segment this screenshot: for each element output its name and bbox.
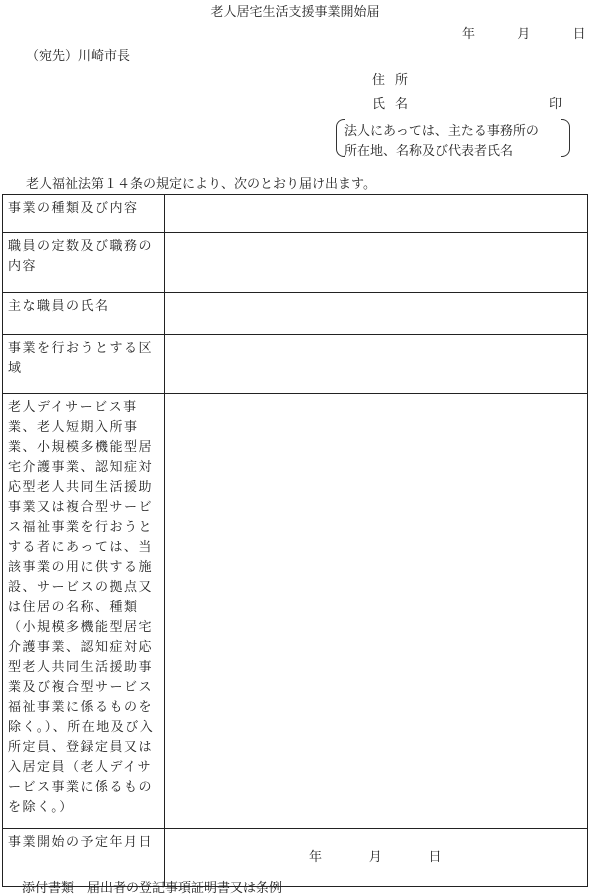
table-row	[3, 233, 588, 293]
start-year-label: 年	[308, 849, 324, 865]
notification-form-table	[2, 194, 588, 887]
intro-statement: 老人福祉法第１４条の規定により、次のとおり届け出ます。	[26, 177, 376, 192]
corporate-note-line2: 所在地、名称及び代表者氏名	[344, 144, 514, 159]
recipient: （宛先）川崎市長	[26, 49, 131, 64]
row-label-start-date: 事業開始の予定年月日	[3, 829, 165, 887]
row-label-business-type: 事業の種類及び内容	[3, 195, 165, 233]
table-row	[3, 335, 588, 394]
staff-names-field[interactable]	[165, 293, 588, 335]
table-row	[3, 394, 588, 829]
form-title: 老人居宅生活支援事業開始届	[210, 5, 380, 20]
staff-duties-field[interactable]	[165, 233, 588, 293]
table-row	[3, 195, 588, 233]
row-label-staff-duties: 職員の定数及び職務の内容	[3, 233, 165, 293]
row-label-staff-names: 主な職員の氏名	[3, 293, 165, 335]
year-label: 年	[462, 27, 476, 42]
right-bracket	[561, 119, 570, 157]
table-row	[3, 293, 588, 335]
facility-details-field[interactable]	[165, 394, 588, 829]
start-month-label: 月	[368, 849, 384, 865]
row-label-facility-details: 老人デイサービス事業、老人短期入所事業、小規模多機能型居宅介護事業、認知症対応型老人共同生活援助事業又は複合型サービス福祉事業を行おうとする者にあっては、当該事業の用に供する施設、サービスの拠点又は住居の名称、種類（小規模多機能型居宅介護事業、認知症対応型老人共同生活援助事業及び複合型サービス福祉事業に係るものを除く。）、所在地及び入所定員、登録定員又は入居定員（老人デイサービス事業に係るものを除く。）	[3, 394, 165, 829]
name-label: 氏名	[372, 97, 419, 112]
row-label-service-area: 事業を行おうとする区域	[3, 335, 165, 394]
month-label: 月	[517, 27, 531, 42]
attachments-note: 添付書類 届出者の登記事項証明書又は条例	[22, 881, 283, 896]
submission-date	[462, 23, 586, 42]
start-day-label: 日	[428, 849, 444, 865]
address-label: 住所	[372, 73, 419, 88]
seal-mark: 印	[549, 97, 563, 112]
day-label: 日	[572, 27, 586, 42]
corporate-note-line1: 法人にあっては、主たる事務所の	[344, 124, 539, 139]
corporate-note	[336, 117, 570, 157]
business-type-field[interactable]	[165, 195, 588, 233]
service-area-field[interactable]	[165, 335, 588, 394]
